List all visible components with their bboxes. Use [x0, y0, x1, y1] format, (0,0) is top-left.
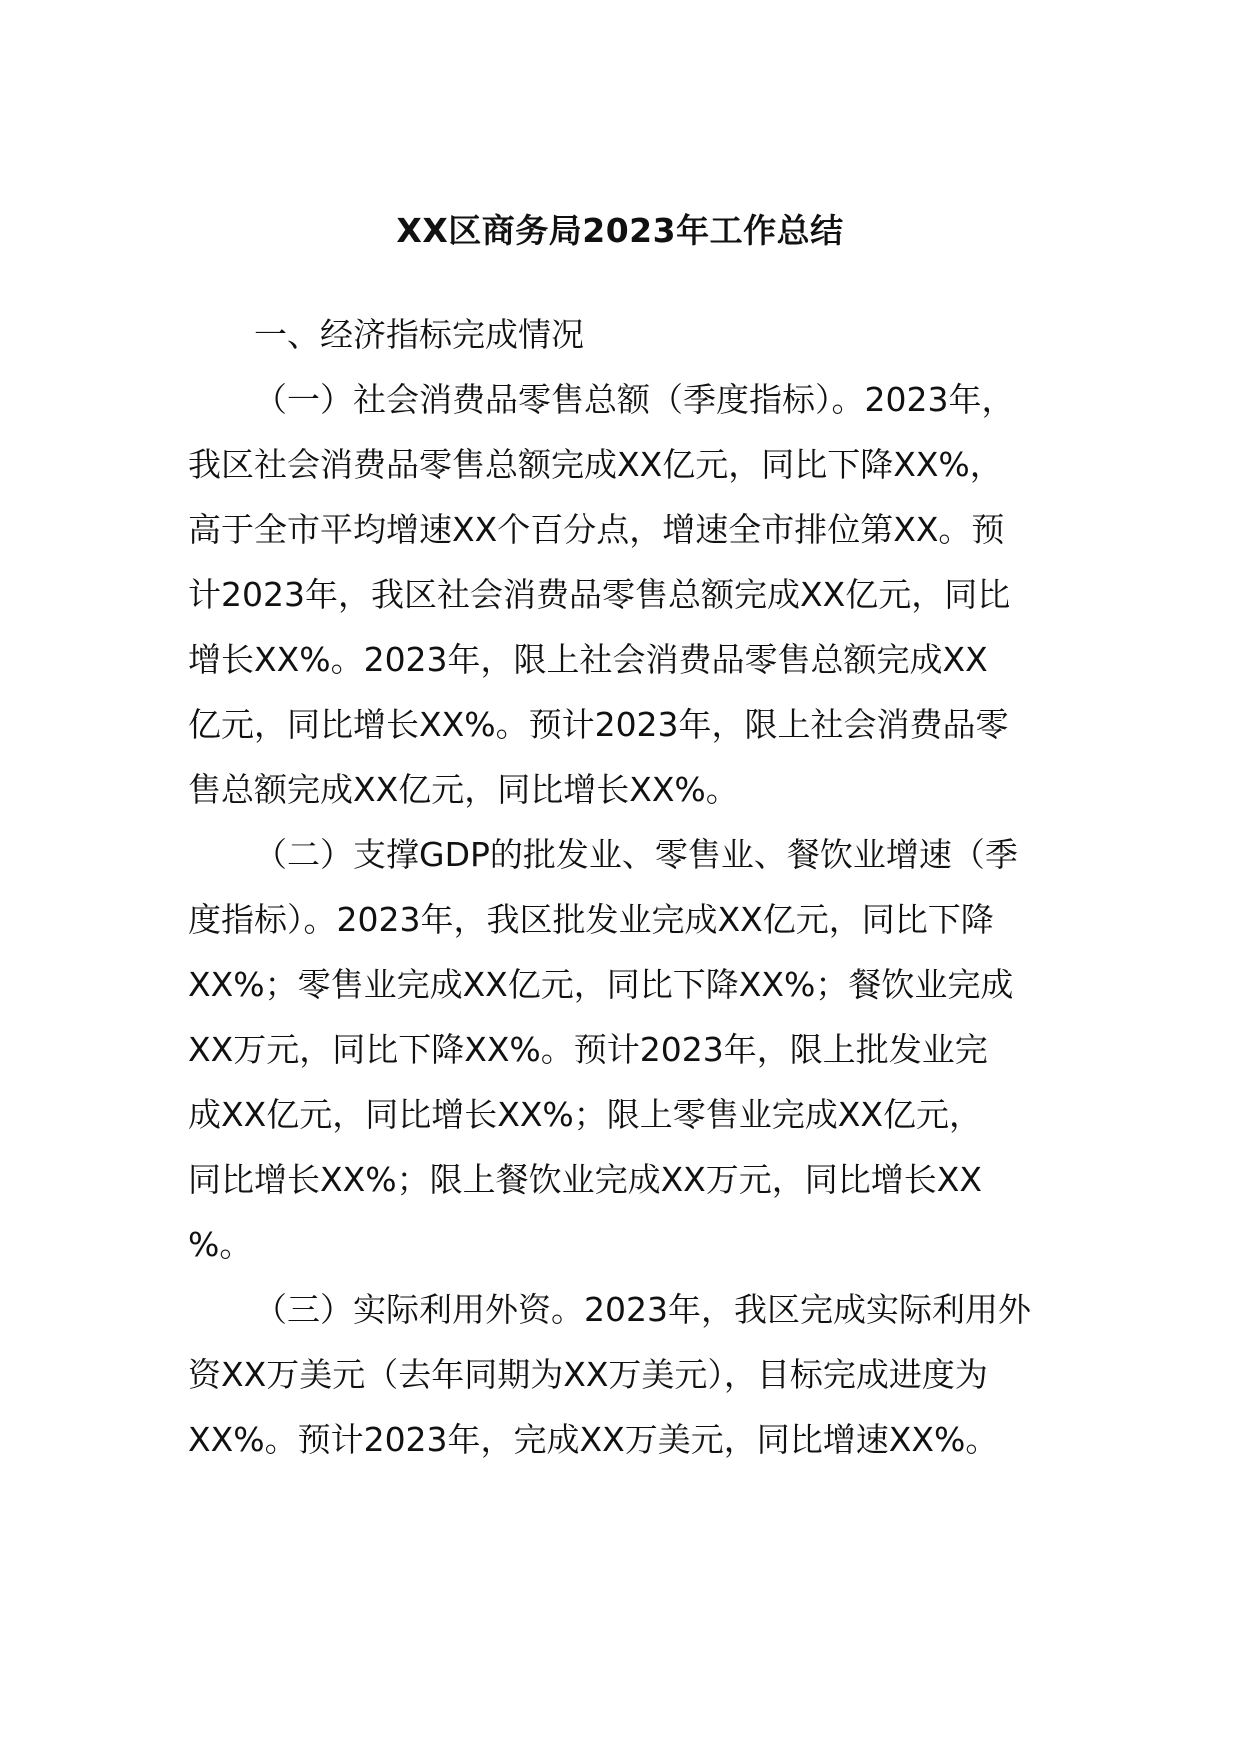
paragraph-line: （一）社会消费品零售总额（季度指标）。2023年，: [254, 380, 1015, 419]
paragraph-line: XX%。预计2023年，完成XX万美元，同比增速XX%。: [188, 1420, 999, 1459]
paragraph-line: 度指标）。2023年，我区批发业完成XX亿元，同比下降: [188, 900, 994, 939]
paragraph-line: 同比增长XX%；限上餐饮业完成XX万元，同比增长XX: [188, 1160, 982, 1199]
paragraph-line: 亿元，同比增长XX%。预计2023年，限上社会消费品零: [188, 705, 1009, 744]
paragraph-line: XX万元，同比下降XX%。预计2023年，限上批发业完: [188, 1030, 988, 1069]
paragraph-line: %。: [188, 1225, 253, 1264]
paragraph-retail-sales: [188, 367, 1058, 822]
paragraph-line: XX%；零售业完成XX亿元，同比下降XX%；餐饮业完成: [188, 965, 1014, 1004]
paragraph-line: （三）实际利用外资。2023年，我区完成实际利用外: [254, 1290, 1031, 1329]
paragraph-gdp-industries: [188, 822, 1058, 1277]
paragraph-foreign-investment: [188, 1277, 1058, 1472]
paragraph-line: （二）支撑GDP的批发业、零售业、餐饮业增速（季: [254, 835, 1018, 874]
document-title: XX区商务局2023年工作总结: [396, 211, 844, 250]
paragraph-line: 我区社会消费品零售总额完成XX亿元，同比下降XX%，: [188, 445, 1003, 484]
paragraph-line: 售总额完成XX亿元，同比增长XX%。: [188, 770, 739, 809]
section-heading: 一、经济指标完成情况: [254, 315, 584, 354]
paragraph-line: 高于全市平均增速XX个百分点，增速全市排位第XX。预: [188, 510, 1005, 549]
document-body: [188, 302, 1058, 1472]
paragraph-line: 增长XX%。2023年，限上社会消费品零售总额完成XX: [188, 640, 988, 679]
paragraph-line: 计2023年，我区社会消费品零售总额完成XX亿元，同比: [188, 575, 1011, 614]
paragraph-line: 成XX亿元，同比增长XX%；限上零售业完成XX亿元，: [188, 1095, 982, 1134]
paragraph-line: 资XX万美元（去年同期为XX万美元），目标完成进度为: [188, 1355, 988, 1394]
